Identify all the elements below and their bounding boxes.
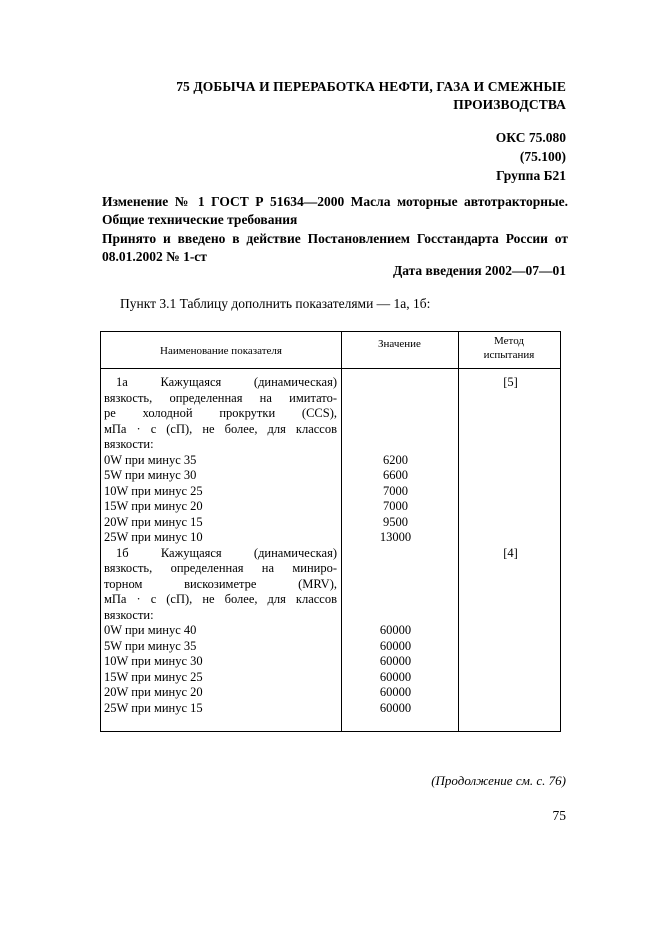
accepted-line1: Принято и введено в действие Постановлением Госстандарта России от xyxy=(102,231,568,246)
block-b-row-name: 20W при минус 20 xyxy=(104,685,203,699)
header-method-line2: испытания xyxy=(483,349,535,361)
block-b-method: [4] xyxy=(503,545,518,560)
block-b-desc-line: вязкости: xyxy=(104,607,154,622)
block-b-row-value: 60000 xyxy=(379,700,412,715)
block-a-desc-line: 1а Кажущаяся (динамическая) xyxy=(116,375,337,389)
table-divider-2 xyxy=(458,332,459,731)
block-a-method: [5] xyxy=(503,375,518,389)
block-a-row-name: 20W при минус 15 xyxy=(104,514,203,529)
block-b-row-name: 15W при минус 25 xyxy=(104,669,203,684)
amendment-title xyxy=(102,193,568,229)
section-title-line1: 75 ДОБЫЧА И ПЕРЕРАБОТКА НЕФТИ, ГАЗА И СМЕЖНЫЕ xyxy=(176,79,566,94)
accepted-statement xyxy=(102,230,568,266)
block-a-row-name: 0W при минус 35 xyxy=(104,452,197,467)
accepted-line2: 08.01.2002 № 1-ст xyxy=(102,249,207,264)
block-a-desc-line: ре холодной прокрутки (CCS), xyxy=(104,406,337,420)
block-a-row-name: 15W при минус 20 xyxy=(104,499,203,513)
block-b-row-name: 25W при минус 15 xyxy=(104,700,203,715)
header-value: Значение xyxy=(378,338,421,350)
continuation-note: (Продолжение см. с. 76) xyxy=(431,773,566,788)
block-b-desc-line: мПа · с (сП), не более, для классов xyxy=(104,592,337,606)
block-a-desc-line: вязкость, определенная на имитато- xyxy=(104,390,337,405)
column-values xyxy=(346,375,445,716)
oks-secondary-code: (75.100) xyxy=(519,149,566,164)
block-a-row-value: 6600 xyxy=(383,468,408,482)
block-b-row-name: 10W при минус 30 xyxy=(104,654,203,668)
block-b-row-value: 60000 xyxy=(379,685,412,699)
block-a-row-value: 13000 xyxy=(379,530,412,544)
block-a-desc-line: вязкости: xyxy=(104,437,154,451)
block-a-desc-line: мПа · с (сП), не более, для классов xyxy=(104,421,337,436)
oks-code: ОКС 75.080 xyxy=(495,130,566,145)
table-header-divider xyxy=(101,368,560,369)
block-b-row-value: 60000 xyxy=(379,638,412,653)
block-b-row-value: 60000 xyxy=(379,623,412,637)
header-method-line1: Метод xyxy=(494,335,524,347)
block-a-row-value: 9500 xyxy=(383,514,408,529)
section-heading xyxy=(110,78,566,114)
block-a-row-value: 7000 xyxy=(383,483,408,498)
section-title-line2: ПРОИЗВОДСТВА xyxy=(453,97,566,112)
amendment-title-line2: Общие технические требования xyxy=(102,212,298,227)
header-method xyxy=(458,334,560,362)
block-b-row-value: 60000 xyxy=(379,669,412,684)
block-a-row-name: 5W при минус 30 xyxy=(104,468,197,482)
classification-codes xyxy=(400,128,566,185)
effective-date: Дата введения 2002—07—01 xyxy=(392,263,566,278)
column-names xyxy=(104,375,337,716)
block-a-row-name: 10W при минус 25 xyxy=(104,483,203,498)
table-divider-1 xyxy=(341,332,342,731)
block-b-desc-line: вязкость, определенная на миниро- xyxy=(104,561,337,575)
amendment-title-line1: Изменение № 1 ГОСТ Р 51634—2000 Масла моторные автотракторные. xyxy=(102,194,568,209)
block-a-row-value: 6200 xyxy=(383,452,408,467)
block-a-row-value: 7000 xyxy=(383,499,408,513)
block-b-row-name: 0W при минус 40 xyxy=(104,623,197,637)
block-b-desc-line: торном вискозиметре (MRV), xyxy=(104,576,337,591)
intro-paragraph: Пункт 3.1 Таблицу дополнить показателями — 1а, 1б: xyxy=(120,296,431,311)
block-a-row-name: 25W при минус 10 xyxy=(104,530,203,544)
block-b-row-name: 5W при минус 35 xyxy=(104,638,197,653)
group-code: Группа Б21 xyxy=(496,168,566,183)
column-methods xyxy=(461,375,560,561)
header-name: Наименование показателя xyxy=(160,345,282,357)
indicators-table xyxy=(100,331,561,732)
block-b-desc-line: 1б Кажущаяся (динамическая) xyxy=(116,545,337,560)
block-b-row-value: 60000 xyxy=(379,654,412,668)
page-number: 75 xyxy=(552,808,566,823)
